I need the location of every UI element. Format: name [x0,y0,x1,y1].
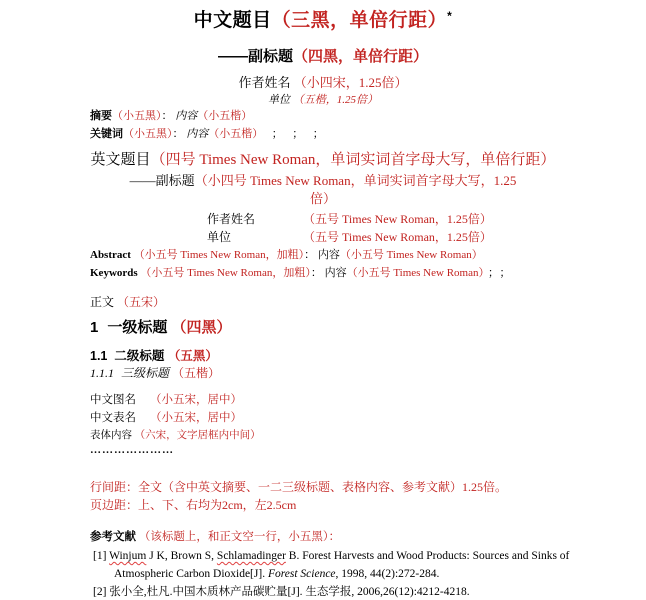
keywords-en-content-note: （小五号 Times New Roman） [346,267,484,279]
english-subtitle-line1 [0,172,646,190]
abstract-en-content-note: （小五号 Times New Roman） [339,249,483,261]
abstract-cn-label: 摘要 [90,110,112,122]
keywords-cn-colon: ： [172,128,184,140]
english-affiliation-format-note: （五号 Times New Roman，1.25倍） [303,230,492,244]
heading3-line [90,366,618,381]
heading1-label: 一级标题 [107,319,168,336]
heading2-line [90,348,618,364]
english-subtitle-format-note-l2: 倍） [309,191,336,206]
abstract-cn-colon: ： [161,110,173,122]
references-colon: ： [328,531,341,543]
heading3-label: 三级标题 [121,366,170,380]
chinese-subtitle: ——副标题 [217,48,293,65]
english-title-line [0,150,646,170]
heading1-format-note: （四黑） [171,319,232,336]
english-author-line [207,212,646,227]
keywords-en-content: 内容 [324,267,347,279]
keywords-cn-label: 关键词 [90,128,123,140]
ref2-index: [2] [93,586,110,598]
english-author: 作者姓名 [207,212,256,226]
english-title-format-note: （四号 Times New Roman，单词实词首字母大写，单倍行距） [150,152,556,168]
english-affiliation: 单位 [207,230,232,244]
table-body-label: 表体内容 [90,430,132,441]
english-subtitle-format-note-l1: （小四号 Times New Roman，单词实词首字母大写，1.25 [194,173,517,188]
english-affiliation-line [207,230,646,245]
dotted-line: ………………… [90,444,174,456]
english-keywords-line [90,266,618,281]
heading3-number: 1.1.1 [90,366,114,380]
english-subtitle-line [0,172,646,208]
chinese-affiliation: 单位 [268,94,290,106]
ref1-text-mid2: B. Forest Harvests and Wood Products: Sources and Sinks of Atmospheric Carbon Dioxide[J]. [114,550,570,580]
chinese-affiliation-line [0,93,646,107]
table-caption-format-note: （小五宋，居中） [150,412,242,424]
ref1-author2-spellcheck: Schlamadinger [216,550,286,562]
english-author-format-note: （五号 Times New Roman，1.25倍） [303,212,492,226]
body-text-label: 正文 [90,295,115,309]
references-heading-line [90,529,618,545]
abstract-cn-content-note: （小五楷） [197,110,253,122]
heading2-number: 1.1 [90,349,108,363]
abstract-cn-label-note: （小五黑） [112,110,162,122]
chinese-affiliation-format-note: （五楷，1.25倍） [292,94,378,106]
ref1-text-mid1: J K, Brown S, [146,550,217,562]
figure-caption-format-note: （小五宋，居中） [150,394,242,406]
table-caption-label: 中文表名 [90,412,136,424]
keywords-en-colon: ： [310,267,322,279]
keywords-en-label: Keywords [90,267,138,279]
heading3-format-note: （五楷） [172,366,221,380]
references-heading: 参考文献 [90,531,136,543]
ref2-text: 张小全,杜凡.中国木质林产品碳贮量[J]. 生态学报, 2006,26(12):4212-4218. [109,586,470,598]
chinese-author: 作者姓名 [238,75,291,90]
figure-caption-line [90,393,618,408]
abstract-en-colon: ： [304,249,316,261]
chinese-subtitle-line [0,47,646,67]
body-text-label-line [90,295,618,310]
keywords-cn-content: 内容 [186,128,209,140]
ref1-text-tail: , 1998, 44(2):272-284. [335,568,440,580]
figure-caption-label: 中文图名 [90,394,136,406]
chinese-author-format-note: （小四宋，1.25倍） [293,75,408,90]
chinese-subtitle-format-note: （四黑，单倍行距） [293,48,429,65]
keywords-cn-separators: ； ； ； [271,128,326,140]
chinese-abstract-line [90,109,618,124]
table-body-format-note: （六宋，文字居框内中间） [134,430,261,441]
heading2-label: 二级标题 [114,349,165,363]
body-text-format-note: （五宋） [117,295,166,309]
english-title: 英文题目 [90,152,151,168]
abstract-en-label: Abstract [90,249,131,261]
keywords-cn-label-note: （小五黑） [123,128,173,140]
abstract-en-content: 内容 [317,249,340,261]
chinese-keywords-line [90,127,618,142]
ref1-index: [1] [93,550,110,562]
page-margin-note: 页边距：上、下、右均为2cm，左2.5cm [90,498,297,512]
abstract-cn-content: 内容 [175,110,198,122]
reference-item-2 [93,583,606,600]
abstract-en-label-note: （小五号 Times New Roman，加粗） [133,249,305,261]
title-footnote-star: * [447,9,453,23]
heading1-line [90,318,618,338]
keywords-en-separators: ；； [487,267,517,279]
english-subtitle: ——副标题 [129,173,195,188]
line-spacing-note: 行间距：全文（含中英文摘要、一二三级标题、表格内容、参考文献）1.25倍。 [90,480,508,494]
heading1-number: 1 [90,319,99,336]
table-caption-line [90,411,618,426]
english-abstract-line [90,248,618,263]
heading2-format-note: （五黑） [167,349,218,363]
references-format-note: （该标题上，和正文空一行，小五黑） [138,531,329,543]
chinese-title-format-note: （三黑，单倍行距） [271,10,448,31]
ref1-journal-italic: Forest Science [267,568,336,580]
chinese-title-line [0,4,646,33]
keywords-en-label-note: （小五号 Times New Roman，加粗） [140,267,311,279]
table-body-line [90,429,618,443]
ref1-author1-spellcheck: Winjum [109,550,147,562]
reference-item-1 [93,547,606,583]
keywords-cn-content-note: （小五楷） [208,128,258,140]
chinese-author-line [0,75,646,91]
chinese-title: 中文题目 [193,10,272,31]
